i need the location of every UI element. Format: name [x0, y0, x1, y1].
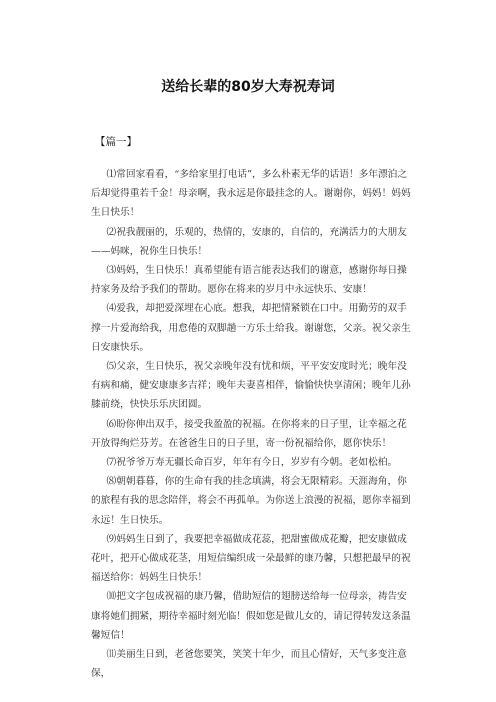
paragraph: ⑼妈妈生日到了，我要把幸福做成花蕊，把甜蜜做成花瓣，把安康做成花叶，把开心做成花茎，用短信编织成一朵最鲜的康乃馨，只想把最早的祝福送给你：妈妈生日快乐！ — [91, 533, 411, 584]
paragraph: ⑹盼你伸出双手，接受我盈盈的祝福。在你将来的日子里，让幸福之花开放得绚烂芬芳。在爸爸生日的日子里，寄一份祝福给你，愿你快乐！ — [91, 418, 407, 449]
paragraph: ⑷爱我，却把爱深埋在心底。想我，却把情紧锁在口中。用勤劳的双手撑一片爱海给我，用怠倦的双脚趟一方乐土给我。谢谢您，父亲。祝父亲生日安康快乐。 — [91, 303, 411, 353]
document-title: 送给长辈的80岁大寿祝寿词 — [161, 79, 335, 95]
paragraph: ⑻朝朝暮暮，你的生命有我的挂念填满，将会无限精彩。天涯海角，你的旅程有我的思念陪伴，将会不再孤单。为你送上浪漫的祝福，愿你幸福到永远！生日快乐。 — [91, 476, 411, 526]
paragraph: ⑾美丽生日到，老爸您要笑，笑笑十年少，而且心情好，天气多变注意保， — [91, 649, 407, 680]
paragraph: ⑸父亲，生日快乐，祝父亲晚年没有忧和烦，平平安安度时光；晚年没有病和痛，健安康康多吉祥；晚年夫妻喜相伴，愉愉快快享清闲；晚年儿孙膝前绕，快快乐乐庆团圆。 — [91, 361, 411, 411]
paragraph: ⑵祝我靓丽的，乐观的，热情的，安康的，自信的，充满活力的大朋友——妈咪，祝你生日快乐！ — [91, 226, 407, 257]
paragraph: ⑺祝爷爷万寿无疆长命百岁，年年有今日，岁岁有今朝。老如松柏。 — [106, 457, 398, 469]
section-label: 【篇一】 — [95, 136, 137, 148]
paragraph: ⑽把文字包成祝福的康乃馨，借助短信的翅膀送给每一位母亲，祷告安康将她们拥紧，期待幸福时刻光临！假如您是做儿女的，请记得转发这条温馨短信！ — [91, 591, 411, 641]
document-body — [91, 165, 413, 683]
paragraph: ⑴常回家看看，“多给家里打电话”，多么朴素无华的话语！多年漂泊之后却觉得重若千金！母亲啊，我永远是你最挂念的人。谢谢你，妈妈！妈妈生日快乐！ — [91, 169, 411, 219]
paragraph: ⑶妈妈，生日快乐！真希望能有语言能表达我们的谢意，感谢你每日操持家务及给予我们的帮助。愿你在将来的岁月中永远快乐、安康！ — [91, 265, 407, 296]
